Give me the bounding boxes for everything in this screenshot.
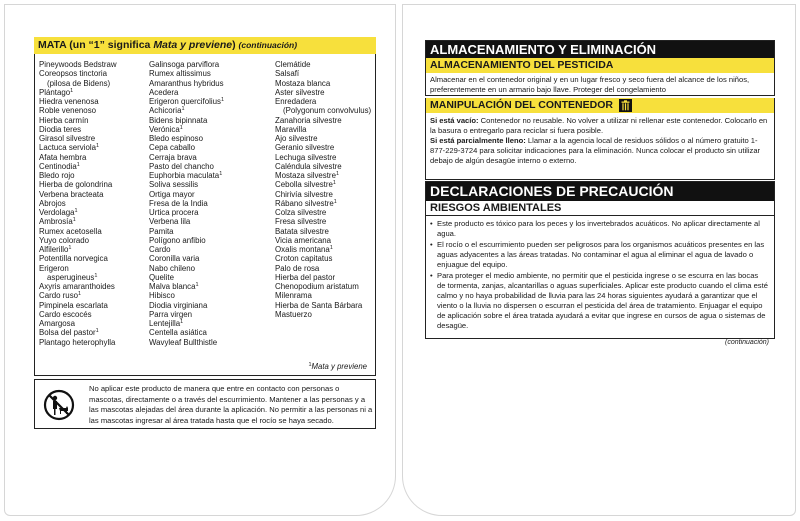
weed-name: Mostaza blanca (275, 78, 331, 88)
no-people-pets-icon (43, 389, 75, 421)
weed-name: Pimpinela escarlata (39, 300, 108, 310)
weed-name: Chirivía silvestre (275, 189, 333, 199)
partial-text: Llamar a la agencia local de residuos sólidos o al número gratuito 1-877-229-3724 para solicitar indicaciones para la eliminación. Nunca colocar el producto sin utilizar debajo de algún desagüe interno o externo. (430, 136, 761, 165)
header-title: MATA (un “1” significa (38, 39, 154, 51)
weed-name: Salsafí (275, 69, 300, 79)
kill-prevent-marker: 1 (181, 106, 185, 113)
environmental-hazards-subtitle: RIESGOS AMBIENTALES (426, 201, 774, 216)
weed-list-box (34, 54, 376, 376)
weed-name: Hibisco (149, 291, 175, 301)
weed-name: Clemátide (275, 60, 311, 69)
weed-name: Afata hembra (39, 152, 87, 162)
precautions-title: DECLARACIONES DE PRECAUCIÓN (426, 182, 774, 201)
weed-name: Polígono anfibio (149, 235, 206, 245)
warning-box (34, 379, 376, 429)
header-title-italic: Mata y previene (153, 39, 233, 51)
weed-name: Diodia teres (39, 124, 82, 134)
weed-name: Zanahoria silvestre (275, 115, 342, 125)
weed-name: asperugineus$^1$ (47, 272, 98, 282)
continuation-note: (continuación) (725, 339, 769, 346)
empty-text: Contenedor no reusable. No volver a utilizar ni rellenar este contenedor. Colocarlo en la basura o entregarlo para reciclar si fuera posible. (430, 116, 768, 135)
kill-prevent-marker: 1 (74, 208, 78, 214)
weed-name: Cerraja brava (149, 152, 197, 162)
weed-name: Galinsoga parviflora (149, 60, 220, 69)
weed-name: Palo de rosa (275, 263, 320, 273)
weed-name: Pamita (149, 226, 174, 236)
weed-name: Rábano silvestre$^1$ (275, 198, 337, 208)
weed-name: Rumex altissimus (149, 69, 211, 79)
header-continuation: (continuación) (238, 40, 298, 50)
weed-name: Oxalis montana$^1$ (275, 245, 333, 254)
header-title-end: ) (232, 39, 239, 51)
hazard-list (426, 216, 774, 331)
weed-name: (pilosa de Bidens) (47, 78, 111, 88)
footnote-text: Mata y previene (311, 362, 367, 371)
handling-title: MANIPULACIÓN DEL CONTENEDOR (430, 99, 613, 111)
kill-prevent-marker: 1 (219, 171, 223, 177)
weed-name: Pineywoods Bedstraw (39, 60, 117, 69)
precautions-section (425, 181, 775, 339)
weed-name: Bidens bipinnata (149, 115, 208, 125)
weed-name: (Polygonum convolvulus) (283, 106, 372, 116)
weed-column-2 (149, 60, 224, 347)
weed-name: Ortiga mayor (149, 189, 195, 199)
weed-name: Fresa silvestre (275, 217, 327, 227)
weed-name: Hierba de Santa Bárbara (275, 300, 363, 310)
kill-prevent-marker: 1 (333, 198, 337, 205)
left-page (4, 4, 396, 516)
footnote (308, 362, 367, 371)
weed-name: Bledo rojo (39, 171, 75, 180)
weed-name: Cebolla silvestre$^1$ (275, 180, 336, 190)
weed-name: Lactuca serviola$^1$ (39, 143, 100, 153)
kill-prevent-marker: 1 (195, 282, 199, 288)
weed-name: Verónica$^1$ (149, 124, 183, 134)
weed-name: Cepa caballo (149, 143, 196, 153)
weed-name: Maravilla (275, 124, 307, 134)
kill-prevent-marker: 1 (70, 87, 74, 94)
handling-header (426, 98, 774, 113)
weed-name: Abrojos (39, 198, 66, 208)
weed-name: Cardo ruso$^1$ (39, 291, 82, 301)
weed-name: Hierba de golondrina (39, 180, 113, 190)
weed-name: Quelite (149, 272, 175, 282)
weed-column-1 (39, 60, 117, 347)
weed-name: Verbena lila (149, 217, 191, 227)
weed-name: Aster silvestre (275, 87, 325, 97)
weed-name: Rumex acetosella (39, 226, 102, 236)
kill-prevent-marker: 1 (78, 291, 82, 298)
weed-name: Erigeron quercifolius$^1$ (149, 97, 224, 106)
kill-prevent-marker: 1 (180, 319, 184, 325)
kill-prevent-marker: 1 (68, 245, 72, 251)
weed-name: Verdolaga$^1$ (39, 208, 78, 217)
weed-name: Alfilerillo$^1$ (39, 245, 72, 254)
weed-name: Amargosa (39, 319, 75, 328)
weed-name: Nabo chileno (149, 263, 196, 273)
weed-name: Cardo escocés (39, 309, 92, 319)
weed-column-3 (275, 60, 371, 319)
weed-name: Ambrosía$^1$ (39, 217, 76, 227)
weed-name: Bolsa del pastor$^1$ (39, 328, 99, 338)
weed-name: Enredadera (275, 97, 317, 106)
kill-prevent-marker: 1 (76, 161, 80, 168)
storage-text: Almacenar en el contenedor original y en un lugar fresco y seco fuera del alcance de los niños, preferentemente en un armario bajo llave. Proteger del congelamiento (430, 75, 750, 94)
kill-prevent-marker: 1 (95, 328, 99, 335)
weed-name: Croton capitatus (275, 254, 333, 264)
weed-name: Vicia americana (275, 235, 331, 245)
weed-name: Erigeron (39, 263, 69, 273)
weed-name: Soliva sessilis (149, 180, 199, 190)
weed-name: Girasol silvestre (39, 134, 96, 143)
weed-name: Roble venenoso (39, 106, 97, 116)
weed-name: Mastuerzo (275, 309, 312, 319)
weed-name: Axyris amaranthoides (39, 282, 115, 291)
hazard-item: • Este producto es tóxico para los peces y los invertebrados acuáticos. No aplicar directamente al agua. (430, 219, 768, 239)
weed-name: Potentilla norvegica (39, 254, 108, 264)
weed-name: Cardo (149, 245, 171, 254)
weed-name: Centinodia$^1$ (39, 161, 80, 171)
storage-title: ALMACENAMIENTO Y ELIMINACIÓN (426, 41, 774, 58)
kill-prevent-marker: 1 (335, 171, 340, 177)
weed-name: Plántago$^1$ (39, 87, 74, 97)
weed-name: Euphorbia maculata$^1$ (149, 171, 223, 180)
weed-name: Urtica procera (149, 208, 199, 217)
weed-name: Wavyleaf Bullthistle (149, 337, 218, 347)
weed-name: Amaranthus hybridus (149, 78, 224, 88)
weed-name: Hierba del pastor (275, 272, 336, 282)
weed-name: Malva blanca$^1$ (149, 282, 199, 291)
trash-can-icon (619, 99, 632, 112)
weed-name: Mostaza silvestre$^1$ (275, 171, 340, 180)
right-page (402, 4, 796, 516)
handling-empty (426, 113, 774, 136)
weed-name: Fresa de la India (149, 198, 208, 208)
kill-prevent-marker: 1 (179, 124, 183, 131)
kill-prevent-marker: 1 (332, 180, 336, 187)
weed-name: Coreopsos tinctoria (39, 69, 107, 79)
partial-label: Si está parcialmente lleno: (430, 136, 526, 145)
weed-name: Lentejilla$^1$ (149, 319, 184, 328)
weed-name: Bledo espinoso (149, 134, 203, 143)
weed-name: Diodia virginiana (149, 300, 208, 310)
weed-name: Achicoria$^1$ (149, 106, 185, 116)
handling-partial (426, 136, 774, 166)
weed-name: Acedera (149, 87, 179, 97)
weed-name: Batata silvestre (275, 226, 329, 236)
weed-name: Parra virgen (149, 309, 192, 319)
container-handling-section (425, 98, 775, 180)
weed-name: Milenrama (275, 291, 312, 301)
kill-prevent-marker: 1 (220, 97, 224, 103)
weed-name: Hierba carmín (39, 115, 89, 125)
weed-name: Plantago heterophylla (39, 337, 116, 347)
warning-text: No aplicar este producto de manera que entre en contacto con personas o mascotas, directamente o a través del escurrimiento. Mantener a las personas y a las mascotas alejadas del área durante la aplicación. No permitir a las personas ni a las mascotas ingresar al área tratada hasta que el rocío se haya secado. (89, 384, 373, 425)
hazard-item: • El rocío o el escurrimiento pueden ser peligrosos para los organismos acuáticos presentes en las aguas adyacentes a las áreas tratadas. No contaminar el agua al eliminar el agua de lavado o enjuague del equipo. (430, 240, 768, 270)
weed-list-header (34, 37, 376, 54)
kill-prevent-marker: 1 (329, 245, 333, 251)
weed-name: Hiedra venenosa (39, 97, 99, 106)
hazard-item: • Para proteger el medio ambiente, no permitir que el pesticida ingrese o se escurra en las bocas de tormenta, zanjas, alcantarillas o aguas superficiales. Aplicar este producto cuando el clima esté calmo y no haya probabilidad de lluvia para las 24 horas siguientes ayudará a garantizar que el viento o la lluvia no dispersen o escurran el pesticida del área de tratamiento. Enjuagar el equipo de aplicación sobre el área tratada ayudará a evitar que ingrese en cursos de agua o sistemas de desagüe. (430, 271, 768, 331)
weed-name: Ajo silvestre (275, 134, 318, 143)
kill-prevent-marker: 1 (72, 217, 76, 224)
kill-prevent-marker: 1 (94, 272, 98, 279)
storage-subtitle: ALMACENAMIENTO DEL PESTICIDA (426, 58, 774, 73)
weed-name: Pasto del chancho (149, 161, 214, 171)
weed-name: Lechuga silvestre (275, 152, 337, 162)
footnote-marker: 1 (308, 362, 312, 368)
empty-label: Si está vacío: (430, 116, 479, 125)
weed-name: Chenopodium aristatum (275, 282, 359, 291)
weed-name: Verbena bracteata (39, 189, 104, 199)
weed-name: Colza silvestre (275, 208, 327, 217)
weed-name: Caléndula silvestre (275, 161, 342, 171)
kill-prevent-marker: 1 (96, 143, 100, 150)
weed-name: Geranio silvestre (275, 143, 335, 153)
weed-name: Yuyo colorado (39, 235, 90, 245)
storage-section (425, 40, 775, 96)
weed-name: Centella asiática (149, 328, 207, 338)
weed-name: Coronilla varia (149, 254, 200, 264)
